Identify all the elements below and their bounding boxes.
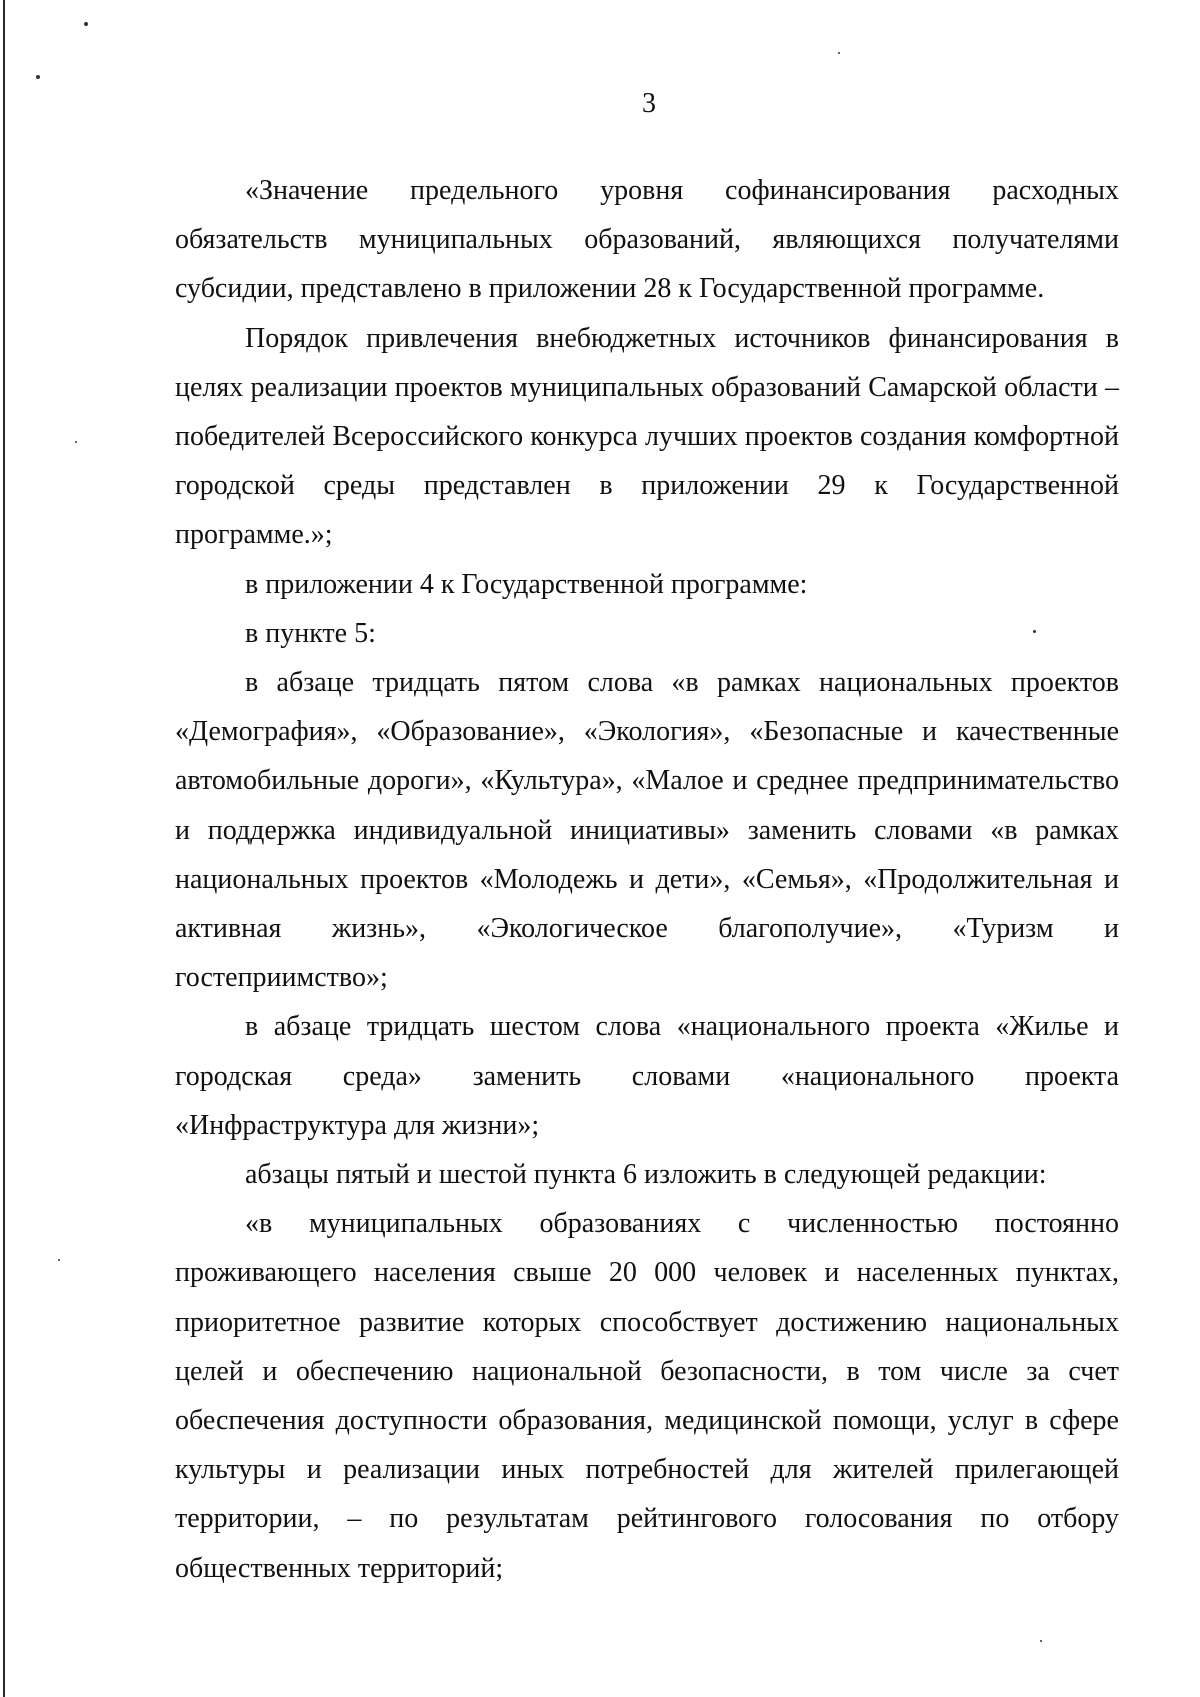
scan-speck xyxy=(1040,1640,1042,1642)
page-number: 3 xyxy=(642,88,656,119)
paragraph-extrabudgetary-order: Порядок привлечения внебюджетных источников финансирования в целях реализации проектов муниципальных образований Самарской области – победителей Всероссийского конкурса лучших проектов создания комфортной городской среды представлен в приложении 29 к Государственной программе.»; xyxy=(175,322,1119,551)
scan-speck xyxy=(75,441,77,443)
document-body xyxy=(175,166,1119,1593)
paragraph-appendix-4: в приложении 4 к Государственной программе: xyxy=(245,568,808,600)
paragraph-point-5: в пункте 5: xyxy=(245,617,376,649)
page-left-edge-line xyxy=(3,0,5,1697)
paragraph-point-6-intro: абзацы пятый и шестой пункта 6 изложить в следующей редакции: xyxy=(245,1159,1047,1191)
paragraph-abzats-35: в абзаце тридцать пятом слова «в рамках национальных проектов «Демография», «Образование», «Экология», «Безопасные и качественные автомобильные дороги», «Культура», «Малое и среднее предпринимательство и поддержка индивидуальной инициативы» заменить словами «в рамках национальных проектов «Молодежь и дети», «Семья», «Продолжительная и активная жизнь», «Экологическое благополучие», «Туризм и гостеприимство»; xyxy=(175,667,1119,994)
scan-speck xyxy=(36,75,40,79)
paragraph-abzats-36: в абзаце тридцать шестом слова «национального проекта «Жилье и городская среда» заменить словами «национального проекта «Инфраструктура для жизни»; xyxy=(175,1011,1119,1141)
paragraph-cofinancing-level: «Значение предельного уровня софинансирования расходных обязательств муниципальных образований, являющихся получателями субсидии, представлено в приложении 28 к Государственной программе. xyxy=(175,175,1119,305)
scan-speck xyxy=(838,52,840,54)
scan-speck xyxy=(84,22,88,26)
paragraph-point-6-text: «в муниципальных образованиях с численностью постоянно проживающего населения свыше 20 000 человек и населенных пунктах, приоритетное развитие которых способствует достижению национальных целей и обеспечению национальной безопасности, в том числе за счет обеспечения доступности образования, медицинской помощи, услуг в сфере культуры и реализации иных потребностей для жителей прилегающей территории, – по результатам рейтингового голосования по отбору общественных территорий; xyxy=(175,1208,1119,1584)
scan-speck xyxy=(58,1259,60,1261)
